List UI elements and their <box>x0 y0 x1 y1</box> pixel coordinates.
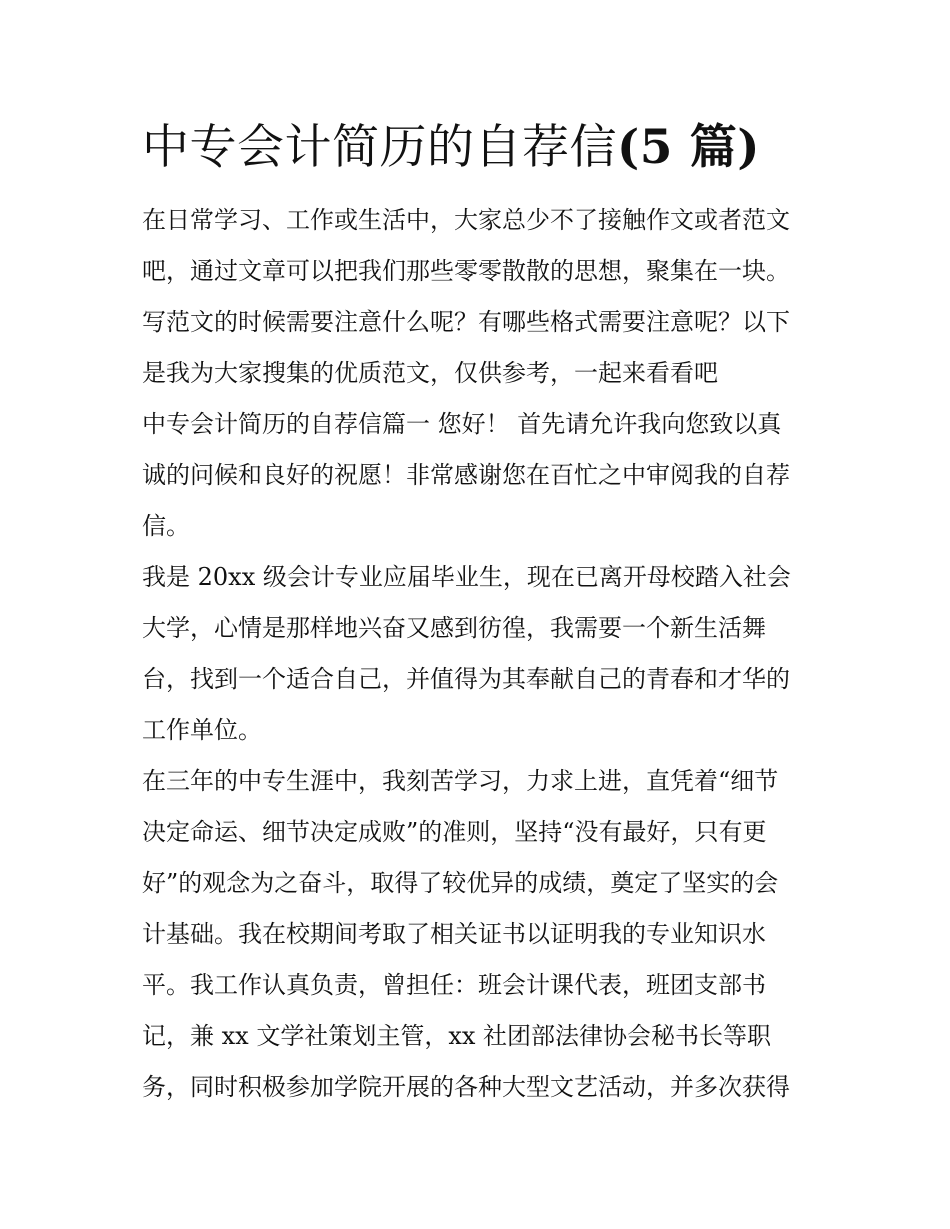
paragraph-line: 信。 <box>142 512 190 540</box>
paragraph-line: 在日常学习、工作或生活中，大家总少不了接触作文或者范文 <box>142 206 790 234</box>
paragraph-line: 是我为大家搜集的优质范文，仅供参考，一起来看看吧 <box>142 359 718 387</box>
paragraph-line: 中专会计简历的自荐信篇一 您好！ 首先请允许我向您致以真 <box>142 410 782 438</box>
paragraph-line: 务，同时积极参加学院开展的各种大型文艺活动，并多次获得 <box>142 1073 790 1101</box>
paragraph-line: 我是 20xx 级会计专业应届毕业生，现在已离开母校踏入社会 <box>142 563 791 591</box>
paragraph-line: 大学，心情是那样地兴奋又感到彷徨，我需要一个新生活舞 <box>142 614 766 642</box>
paragraph-line: 写范文的时候需要注意什么呢？有哪些格式需要注意呢？以下 <box>142 308 790 336</box>
paragraph-line: 在三年的中专生涯中，我刻苦学习，力求上进，直凭着“细节 <box>142 767 779 795</box>
paragraph-line: 吧，通过文章可以把我们那些零零散散的思想，聚集在一块。 <box>142 257 790 285</box>
title-text: 中专会计简历的自荐信 <box>142 120 617 175</box>
paragraph-line: 决定命运、细节决定成败”的准则，坚持“没有最好，只有更 <box>142 818 767 846</box>
paragraph-line: 工作单位。 <box>142 716 262 744</box>
title-suffix: (5 篇) <box>617 120 761 175</box>
paragraph-line: 诚的问候和良好的祝愿！非常感谢您在百忙之中审阅我的自荐 <box>142 461 790 489</box>
paragraph-line: 好”的观念为之奋斗，取得了较优异的成绩，奠定了坚实的会 <box>142 869 779 897</box>
paragraph-line: 平。我工作认真负责，曾担任：班会计课代表，班团支部书 <box>142 971 766 999</box>
paragraph-line: 计基础。我在校期间考取了相关证书以证明我的专业知识水 <box>142 920 766 948</box>
paragraph-line: 记，兼 xx 文学社策划主管，xx 社团部法律协会秘书长等职 <box>142 1022 772 1050</box>
paragraph-line: 台，找到一个适合自己，并值得为其奉献自己的青春和才华的 <box>142 665 790 693</box>
document-title <box>142 118 760 178</box>
